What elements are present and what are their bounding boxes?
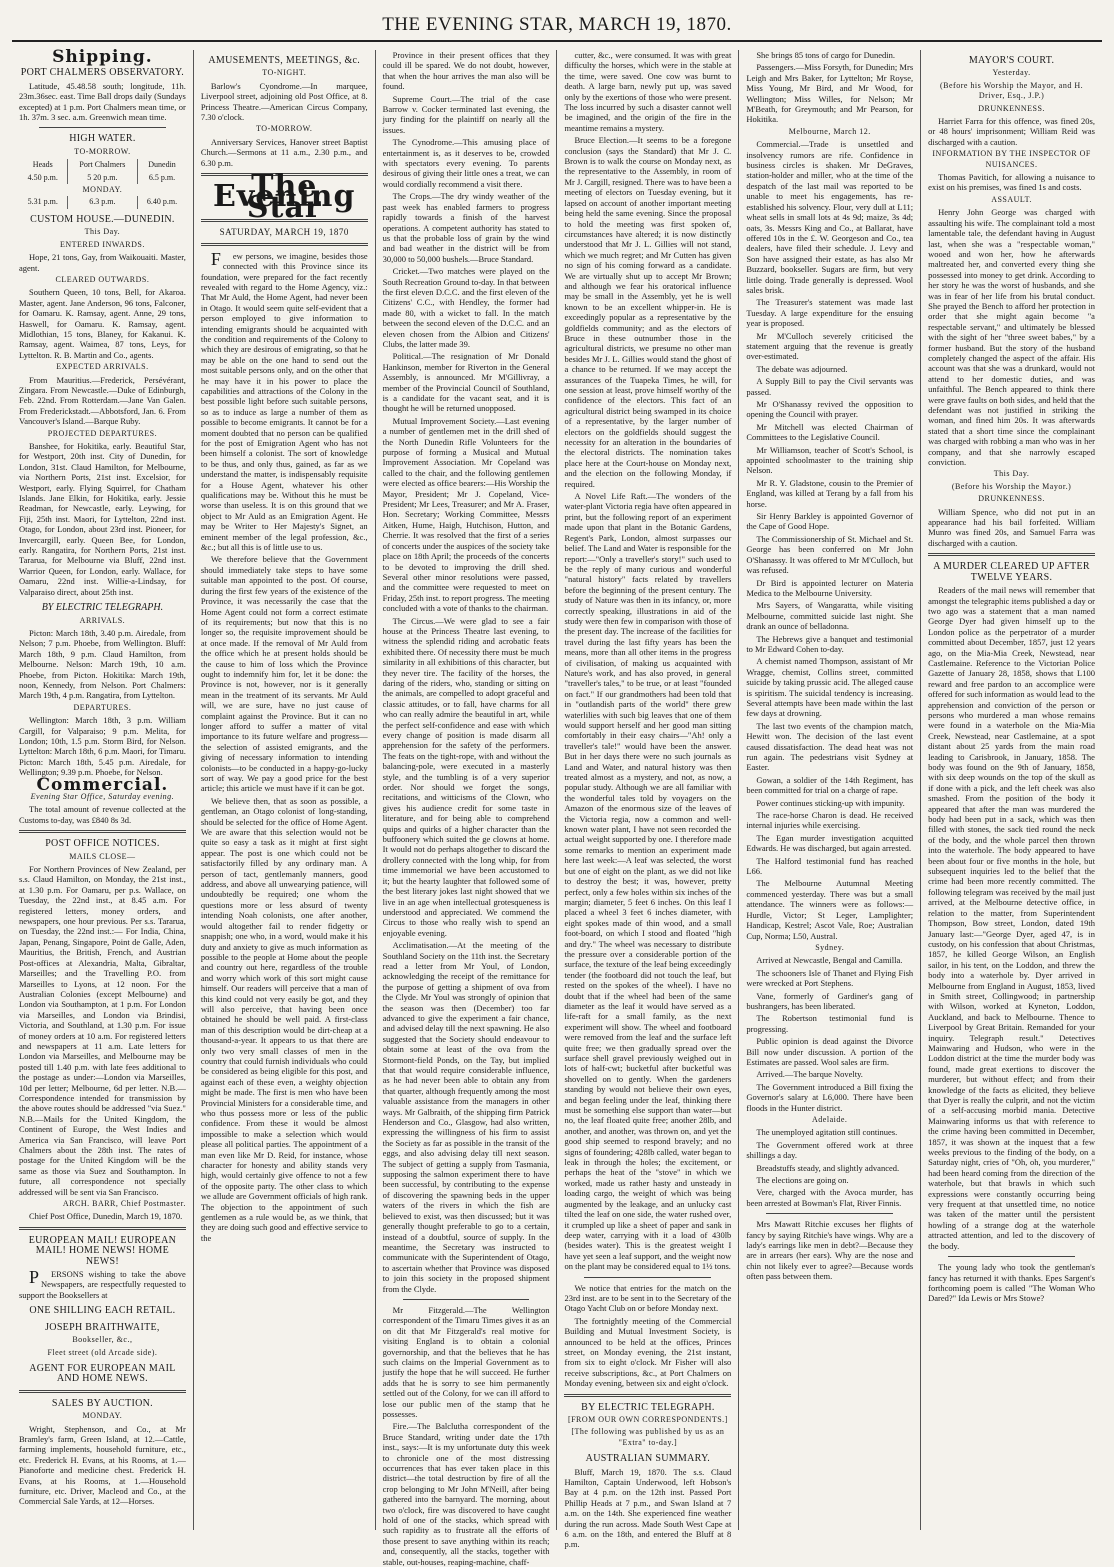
news-paragraph: Public opinion is dead against the Divorce Bill now under discussion. A portion of the Estimates are passed. Wool sales are firm. [746, 1036, 914, 1067]
entered-text: Hope, 21 tons, Gay, from Waikouaiti. Master, agent. [19, 252, 186, 273]
news-paragraph: The race-horse Charon is dead. He received internal injuries while exercising. [746, 810, 914, 831]
news-paragraph: The schooners Isle of Thanet and Flying Fish were wrecked at Port Stephens. [746, 967, 914, 989]
dateline: Sydney. [815, 942, 845, 952]
columns [12, 47, 1102, 1567]
customs-this-day: This Day. [84, 227, 121, 237]
info-text: Thomas Pavitich, for allowing a nuisance to exist on his premises, was fined 1s and costs. [928, 172, 1095, 193]
news-paragraph: Mrs Sayers, of Wangaratta, while visiting Melbourne, committed suicide last night. She drank an ounce of belladonna. [746, 600, 914, 632]
column-2 [194, 50, 376, 1530]
murder-title: A MURDER CLEARED UP AFTER TWELVE YEARS. [933, 561, 1090, 583]
news-paragraph: Mr Fitzgerald.—The Wellington correspondent of the Timaru Times gives it as an on dit that Mr Fitzgerald's real motive for visiting England is to obtain a colonial governorship, and that the believes that he has such claims on the Imperial Government as to justify the hope that he will succeed. He further adds that he is sorry to see him permanently settled out of the Colony, for we can ill afford to lose our public men of the stamp that he possesses. [382, 1304, 550, 1419]
summary-text: Bluff, March 19, 1870. The s.s. Claud Hamilton, Captain Underwood, left Hobson's Bay at 4 p.m. on the 12th inst. Passed Port Phillip Heads at 7 p.m., and Swan Island at 7 a.m. on the 14th. She experienced fine weather during the run across. Made South West Cape at 6 a.m. on the 18th, and entered the Bluff at 8 p.m. [564, 1466, 732, 1550]
drunk-text-1: Harriet Farra for this offence, was fined 20s, or 48 hours' imprisonment; William Reid was discharged with a caution. [928, 116, 1095, 147]
news-paragraph: Breadstuffs steady, and slightly advanced. [756, 1162, 900, 1173]
news-paragraph: A Supply Bill to pay the Civil servants was passed. [746, 376, 914, 397]
drunk-title-1: DRUNKENNESS. [978, 103, 1045, 113]
mail-title: EUROPEAN MAIL! EUROPEAN MAIL! HOME NEWS! HOME NEWS! [28, 1234, 177, 1267]
news-paragraph: Arrived at Newcastle, Bengal and Camilla. [756, 955, 903, 966]
court-this-day: This Day. [993, 469, 1030, 479]
commercial-office: Evening Star Office, Saturday evening. [30, 792, 175, 801]
murder-text: Readers of the mail news will remember that amongst the telegraphic items published a day or two ago was a statement that a man named George Dyer had given himself up to the London police as the perpetrator of a murder committed about December, 1857, just 12 years ago, on the Mia-Mia Creek, Newstead, near Castlemaine. Reference to the Victorian Police Gazette of January 28, 1858, shows that L100 reward and free pardon to an accomplice were offered for such information as would lead to the apprehension and conviction of the person or persons who murdered a man whose remains were found in a waterhole on the Mia-Mia Creek, Newstead, near Castlemaine, at a spot distant about 25 yards from the main road leading to Carisbrook, in January, 1858. The body was found on the 9th of January, 1858, with six deep wounds on the top of the skull as if done with a pick, and the left cheek was also smashed. From the position of the body it appeared that after the man was murdered the body had been put in a sack, which was then filled with stones, the sack tied round the neck of the body, and the whole parcel then thrown into the waterhole. The body appeared to have been about four or five months in the hole, but subsequent inquiries led to the belief that the crime had been more recently committed. The following telegram was received by the mail just arrived, at the Melbourne detective office, in relation to the matter, from Superintendent Thompson, Bow street, London, dated 19th January last:—"George Dyer, aged 47, is in custody, on his confession that about Christmas, 1857, he killed George Wilson, an English sailor, in his tent, on the Loddon, and threw the body into a waterhole by. Dyer arrived in Melbourne from England in August, 1853, lived in Smith street, Collingwood; in partnership with Wilson, worked at Kyneton, Loddon, Auckland, and back to Melbourne. Thence to Liverpool by Great Britain. Remanded for your inquiry. Telegraph result." Detectives Mainwaring and Hudson, who were in the Loddon district at the time the murder body was found, made great exertions to discover the murderer, but without effect; and from their knowledge of the facts as elicited, they believe that Dyer is really the culprit, and not the victim of a self-accusing morbid mania. Detective Mainwaring informs us that with reference to the crime having been committed in December, 1857, it was shown at the inquest that a few weeks previous to the finding of the body, on a Saturday night, cries of "Oh, oh, you murderer," had been heard coming from the direction of the waterhole, but that brawls in which such expressions were constantly occurring being very frequent at that unsettled time, no notice was taken of the matter until the persistent howling of a strange dog at the waterhole attracted attention, and led to the discovery of the body. [928, 585, 1095, 1251]
news-paragraph: Dr Bird is appointed lecturer on Materia Medica to the Melbourne University. [746, 577, 914, 598]
summary-title: AUSTRALIAN SUMMARY. [585, 1453, 711, 1465]
post-signature: ARCH. BARR, Chief Postmaster. [62, 1199, 186, 1209]
column-4 [557, 50, 739, 1550]
news-paragraph: Gowan, a soldier of the 14th Regiment, has been committed for trial on a charge of rape. [746, 774, 914, 796]
tide-monday-label: MONDAY. [82, 185, 123, 195]
tide-table [19, 159, 186, 209]
tide-col-port-chalmers: Port Chalmers [67, 159, 138, 171]
news-paragraph: The Melbourne Autumnal Meeting commenced yesterday. There was but a small attendance. The winners were as follows:—Hurdle, Victor; St Leger, Lamplighter; Handicap, Kestrel; Ascot Vale, Roe; Australian Cup, Norma; L50, Austral. [746, 878, 914, 941]
news-paragraph: The Cynodrome.—This amusing place of entertainment is, as it deserves to be, crowded with spectators every evening. To parents desirous of giving their little ones a treat, we can would cordially recommend a visit there. [382, 137, 550, 189]
editorial-paragraph: Few persons, we imagine, besides those connected with this Province since its foundation, were prepared for the fact recently revealed with regard to the Home Agency, viz.: That Mr Auld, the Home Agent, had never been in Otago. It would seem quite self-evident that a person employed to give information to intending emigrants should be acquainted with the condition and requirements of the Colony to which they are desirous of emigrating, so that he may be able on the one hand to send out the most suitable persons only, and on the other that he may have it in his power to place the capabilities and attractions of the Colony in the best possible light before such suitable persons, so as to induce as large a number of them as possible to become emigrants. It cannot be for a moment doubted that no person can be qualified for the post of Emigration Agent who has not been himself a colonist. The sort of knowledge to be thus, and only thus, gained, as far as we understand the matter, is indispensably requisite for a House Agent, whatever his other qualifications may be. Without this he must be worse than useless. It is on this ground that we object to Mr Auld as an Emigration Agent. He may be Writer to Her Majesty's Signet, an eminent member of the legal profession, &c., &c.; but all this is of little use to us. [200, 248, 368, 553]
projected-departures-title: PROJECTED DEPARTURES. [47, 428, 158, 438]
news-paragraph: The last two events of the champion match, Hewitt won. The decision of the last event caused dissatisfaction. The dead heat was not run again. The pedestrians visit Sydney at Easter. [746, 720, 914, 773]
expected-arrivals-title: EXPECTED ARRIVALS. [56, 362, 149, 372]
tide-tomorrow-label: TO-MORROW. [74, 146, 131, 156]
news-paragraph: Mr R. Y. Gladstone, cousin to the Premier of England, was killed at Terang by a fall from his horse. [746, 477, 914, 509]
commercial-title: Commercial. [36, 774, 169, 795]
court-before-1: (Before his Worship the Mayor, and H. Driver, Esq., J.P.) [939, 80, 1084, 101]
editorial-paragraph: We believe then, that as soon as possible, a gentleman, an Otago colonist of long-standing, should be selected for the office of Home Agent. We are aware that this selection would not be quite so easy a task as it might at first sight appear. The post is one which could not be satisfactorily filled by any ordinary man. A person of tact, gentlemanly manners, good address, and above all unwearying patience, will undoubtedly be required; one whom the questions more or less absurd of twenty intending Noah colonists, one after another, would altogether fail to render fidgetty or snappish; one who, in a word, would make it his duty and anxiety to give as much information as possible to the people at Home about the people and country out here, regardless of the trouble and worry which work of this sort might cause himself. Our readers will perceive that a man of this kind could not very easily be got, and they will also perceive, that having been once obtained he should be well paid. A first-class man of this description would be dirt-cheap at a thousand-a-year. It appears to us that there are only two very small classes of men in the country that could furnish individuals who could be considered as being eligible for this post, and against each of these even, a weighty objection might be made. The first is men who have been Provincial Ministers for a considerable time, and who thus possess more or less of the public confidence. From these it would be almost impossible to make a selection which would please all political parties. The appointment of a man even like Mr D. Reid, for instance, whose character for honesty and ability stands very high, would certainly give offence to not a few of the opposite party. The other class to which we allude are Government officials of high rank. The objection to the appointment of such gentlemen as a rule would be, as we think, that they are doing such good and effective service to the [200, 795, 368, 1243]
expected-text: From Mauritius.—Frederick, Persévérant, Zingara. From Newcastle.—Duke of Edinburgh, Feb. 22nd. From Rotterdam.—Jane Van Galen. From Frederickstadt.—Abbotsford, Jan. 6. From Vancouver's Island.—Barque Ruby. [19, 374, 186, 427]
tide-cell: 5 20 p.m. [67, 172, 138, 184]
footer-notes: The young lady who took the gentleman's fancy has returned it with thanks. Epes Sargent's forthcoming poem is called "The Woman Who Dared?" Ida Lewis or Mrs Stowe? [928, 1262, 1095, 1304]
news-paragraph: Commercial.—Trade is unsettled and insolvency rumors are rife. Confidence in business circles is shaken. Mr DeGraves, station-holder and miller, who at the time of the despatch of the last mail was reported to be unable to meet his engagements, has re-established his solvency. Flour, very dull at L11; wheat sells in small lots at 4s 9d; maize, 3s 4d; oats, 3s. Messrs King and Co., at Ballarat, have offered 10s in the £. W. Georgeson and Co., tea dealers, have filed their schedule. J. Levy and Son have assigned their estate, as has also Mr Buzzard, bookseller. Sugars are firm, but very little doing. Trade generally is depressed. Wool sales brisk. [746, 139, 914, 295]
news-paragraph: The Government introduced a Bill fixing the Governor's salary at L6,000. There have been floods in the Hunter district. [746, 1081, 914, 1113]
assault-title: ASSAULT. [991, 194, 1032, 204]
high-water-title: HIGH WATER. [69, 133, 136, 145]
mail-price: ONE SHILLING EACH RETAIL. [29, 1305, 176, 1317]
news-paragraph: We notice that entries for the match on the 23rd inst. are to be sent in to the Secretary of the Otago Yacht Club on or before Monday next. [564, 1282, 732, 1314]
departures-title: DEPARTURES. [73, 702, 132, 712]
shipping-title: Shipping. [52, 47, 153, 67]
amusements-text: Barlow's Cyondrome.—In marquee, Liverpool street, adjoining old Post Office, at 8. Princess Theatre.—American Circus Company, 7.30 o'clock. [200, 80, 368, 123]
editorial-paragraph: We therefore believe that the Government should immediately take steps to have some suitable man appointed to the post. Of course, during the first few years of the existence of the Province, it was necessarily the case that the Home Agent could not form a correct estimate of its requirements; but now that this is no longer so, the requisite improvement should be at once made. If the removal of Mr Auld from the office which he at present holds should be the cause to him of loss which the Province ought to indemnify him for, let it be done: the Province is not, however, nor is it generally mean in the treatment of its servants. Mr Auld will, we are sure, have no just cause of complaint against the Province. But it can no longer afford to suffer a matter of vital importance to its future welfare and progress—the selection of assisted emigrants, and the giving of necessary information to intending colonists—to be conducted in a happy-go-lucky sort of way. We pay a good price for the best article; this article we must have if it can be got. [200, 554, 368, 794]
mail-address: Fleet street (old Arcade side). [47, 1347, 158, 1357]
news-paragraph: The debate was adjourned. [756, 363, 848, 374]
cleared-text: Southern Queen, 10 tons, Bell, for Akaroa. Master, agent. Jane Anderson, 96 tons, Falconer, for Oamaru. K. Ramsay, agent. Anne, 29 tons, Haswell, for Oamaru. K. Ramsay, agent. Midlothian, 15 tons, Blaney, for Kakanui. K. Ramsay, agent. Waimea, 87 tons, Leys, for Lyttelton. R. B. Martin and Co., agents. [19, 287, 186, 360]
court-title: MAYOR'S COURT. [968, 55, 1055, 66]
news-paragraph: Bruce Election.—It seems to be a foregone conclusion (says the Standard) that Mr J. C. Brown is to walk the course on Monday next, as the representative to the Assembly, in room of Mr J. Cargill, resigned. There was to have been a meeting of electors on Tuesday evening, but it lapsed on account of another important meeting being held the same evening. Since the proposal to hold the meeting was first spoken of, circumstances have altered; it is now distinctly understood that Mr J. L. Gillies will not stand, which we much regret; and Mr Cutten has given no sign of his coming forward as a candidate. We are virtually shut up to accept Mr Brown; and although we fear his oratorical influence may be small in the Assembly, yet he is well known to be an excellent whipper-in. He is exceedingly popular as a representative by the goldfields community; and as the electors of Bruce in these outnumber those in the agricultural districts, we presume no other man besides Mr J. L. Gillies would stand the ghost of a chance to be returned. If we may accept the assurances of the Tuapeka Times, he will, for one session at least, prove himself worthy of the confidence of the electors. This fact of an agricultural district being swamped in its choice of a representative, by the larger number of electors on the goldfields should suggest the necessity for an alteration in the boundaries of the electoral districts. The nomination takes place here at the Court-house on Monday next, and the election on the following Monday, if required. [564, 135, 732, 489]
news-paragraph: cutter, &c., were consumed. It was with great difficulty the horses, which were in the stable at the time, were saved. One cow was burnt to death. A large barn, newly put up, was saved only by the exertions of those who were present. The loss incurred by such a disaster cannot well be imagined, and the origin of the fire in the meantime remains a mystery. [564, 50, 732, 133]
assault-text: Henry John George was charged with assaulting his wife. The complainant told a most lamentable tale, the defendant having in August last, when she was a "respectable woman," wooed and won her, how he afterwards maltreated her, and converted every thing she possessed into money to get drink. According to her story he was the worst of husbands, and she was in fear of her life from his brutal conduct. She prayed the Bench to afford her protection in order that she might again become "a respectable servant," and ultimately be blessed with the sight of her "three sweet babes," by a former husband. But the story of the husband completely changed the aspect of the affair. His account was that she was a drunkard, would not attend to her domestic duties, and was unfaithful. The Bench appeared to think there were grave faults on both sides, and held that the defendant was not justified in striking the woman, and fined him 20s. It was afterwards stated that a short time since the complainant was charged with robbing a man who was in her company, and that she narrowly escaped conviction. [928, 207, 1095, 468]
projected-text: Banshee, for Hokitika, early. Beautiful Star, for Westport, 20th inst. City of Dunedin, for London, 31st. Claud Hamilton, for Melbourne, via Northern Ports, 21st inst. Excelsior, for Westport, early. Flying Squirrel, for Chatham Islands. Jane Elkin, for Hokitika, early. Jessie Readman, for Newcastle, early. Leywing, for Fiji, 25th inst. Maori, for Lyttelton, 22nd inst. Otago, for London, about 23rd inst. Pioneer, for Invercargill, early. Queen Bee, for London, early. Rangatira, for Northern Ports, 21st inst. Tararua, for Melbourne via Bluff, 22nd inst. Warrior Queen, for London, early. Wallace, for Oamaru, 22nd inst. Willie-a-Lindsay, for Valparaiso direct, about 25th inst. [19, 441, 186, 597]
news-paragraph: Mr Williamson, teacher of Scott's School, is appointed schoolmaster to the training ship Nelson. [746, 444, 914, 476]
masthead: THE EVENING STAR, MARCH 19, 1870. [12, 14, 1102, 42]
news-paragraph: Mutual Improvement Society.—Last evening a number of gentlemen met in the drill shed of the North Dunedin Rifle Volunteers for the purpose of forming a Musical and Mutual Improvement Association. Mr Copeland was called to the chair, and the following gentlemen were elected as office bearers:—His Worship the Mayor, President; Mr J. Copeland, Vice-President; Mr Lees, Treasurer; and Mr A. Fraser, Hon. Secretary; Working Committee, Messrs Aitken, Hume, Haigh, Hutchison, Hutton, and Cherrie. It was resolved that the first of a series of concerts under the auspices of the society take place on 18th April; the proceeds of the concerts to be devoted to improving the drill shed. Several other minor resolutions were passed, and the committee were requested to meet on Friday, 25th inst. to report progress. The meeting concluded with a vote of thanks to the chairman. [382, 415, 550, 614]
news-paragraph: Passengers.—Miss Forsyth, for Dunedin; Mrs Leigh and Mrs Baker, for Lyttelton; Mr Royse, Miss Young, Mr Bird, and Mr Wood, for Wellington; Miss Willes, for Nelson; Mr M'Beath, for Greymouth; and Mr Pearson, for Hokitika. [746, 62, 914, 125]
tide-cell: 5.31 p.m. [19, 196, 67, 208]
news-paragraph: The fortnightly meeting of the Commercial Building and Mutual Investment Society, is announced to be held at the offices, Princes street, on Monday evening, the 21st instant, from six to eight o'clock. Mr Fisher will also receive subscriptions, &c., at Port Chalmers on Monday evening, between six and eight o'clock. [564, 1315, 732, 1389]
entered-inwards-title: ENTERED INWARDS. [59, 239, 145, 249]
sales-title: SALES BY AUCTION. [51, 1397, 153, 1409]
court-before-2: (Before his Worship the Mayor.) [951, 481, 1072, 491]
tomorrow-text: Anniversary Services, Hanover street Baptist Church.—Sermons at 11 a.m., 2.30 p.m., and 6.30 p.m. [200, 136, 368, 168]
post-footer: Chief Post Office, Dunedin, March 19, 1870. [29, 1211, 183, 1222]
news-paragraph: Vere, charged with the Avoca murder, has been arrested at Bowman's Flat, River Finnis. [746, 1187, 914, 1208]
news-paragraph: Political.—The resignation of Mr Donald Hankinson, member for Riverton in the General Assembly, is announced. Mr M'Gillivray, a member of the Provincial Council of Southland, is a candidate for the vacant seat, and it is thought he will be returned unopposed. [382, 351, 550, 414]
column-6 [921, 50, 1102, 1530]
cleared-outwards-title: CLEARED OUTWARDS. [55, 274, 150, 284]
news-paragraph: The Hebrews give a banquet and testimonial to Mr Edward Cohen to-day. [746, 633, 914, 654]
drunk-text-2: William Spence, who did not put in an appearance had his bail forfeited. William Munro was fined 20s, and Samuel Farra was discharged with a caution. [928, 506, 1095, 548]
news-paragraph: Arrived.—The barque Novelty. [756, 1069, 863, 1080]
mail-agent: AGENT FOR EUROPEAN MAIL AND HOME NEWS. [29, 1362, 176, 1385]
mail-role: Bookseller, &c., [72, 1335, 133, 1345]
tide-cell: 6.5 p.m. [148, 172, 176, 182]
telegraph-sub: [FROM OUR OWN CORRESPONDENTS.] [567, 1415, 728, 1424]
customs-title: CUSTOM HOUSE.—DUNEDIN. [30, 213, 175, 225]
sales-text: Wright, Stephenson, and Co., at Mr Bramley's farm, Green Island, at 12.—Cattle, farming implements, household furniture, etc., etc. Frederick H. Evans, at his Rooms, at 1.—Pianoforte and medicine chest. Frederick H. Evans, at his Rooms, at 1.—Household furniture, etc. Driver, Macleod and Co., at the Commercial Sale Yards, at 12—Horses. [19, 1423, 186, 1507]
amusements-tonight: TO-NIGHT. [262, 68, 307, 78]
news-paragraph: Acclimatisation.—At the meeting of the Southland Society on the 11th inst. the Secretary read a letter from Mr Youl, of London, acknowledging the receipt of the remittance for the purpose of getting a shipment of ova from the Clyde. Mr Youl was strongly of opinion that the season was then (December) too far advanced to give the experiment a fair chance, and advised delay till the next spawning. He also suggested that the Society should endeavour to obtain some at least of the ova from the Stormont-field Ponds, on the Tay, but implied that that would require considerable influence, as he had never been able to obtain any from that quarter, although frequently among the most valuable assistance from the managers in other ways. Mr Galbraith, of the shipping firm Patrick Henderson and Co., Glasgow, had also written, expressing the willingness of his firm to assist the Society as far as possible in the transit of the eggs, and also advising delay till next season. The subject of getting a supply from Tasmania, supposing the salmon experiment there to have been successful, by contributing to the expense of discovering the spawning beds in the upper waters of the rivers in which the fish are believed to exist, was then discussed; but it was generally thought preferable to go to a certain, instead of a doubtful, source of supply. In the meantime, the Secretary was instructed to communicate with the Superintendent of Otago, to ascertain whether that Province was disposed to join this society in the proposed shipment from the Clyde. [382, 940, 550, 1294]
news-paragraph: The Crops.—The dry windy weather of the past week has enabled farmers to progress rapidly towards a finish of the harvest operations. A competent authority has stated to us that the probable loss of grain by the wind and bad weather in the district will be from 30,000 to 50,000 bushels.—Bruce Standard. [382, 191, 550, 264]
paper-title: The Evening Star [213, 169, 356, 225]
column-1 [12, 47, 194, 1530]
tide-cell: 6.3 p.m. [67, 196, 138, 208]
news-paragraph: The Egan murder investigation acquitted Edwards. He was discharged, but again arrested. [746, 832, 914, 854]
news-paragraph: Mr M'Culloch severely criticised the statement arguing that the revenue is greatly over-estimated. [746, 330, 914, 362]
telegraph-title-2: BY ELECTRIC TELEGRAPH. [581, 1401, 715, 1413]
news-paragraph: A Novel Life Raft.—The wonders of the water-plant Victoria regia have often appeared in print, but the following report of an experiment made upon that plant in the Botanic Gardens, Regent's Park, London, almost surpasses our belief. The Land and Water is responsible for the report:—"Only a traveller's story!" such used to be the reply of many curious and wonderful "natural history" facts related by travellers before the beginning of the present century. The study of Nature was then in its infancy, or, more correctly speaking, illustrations in aid of the study were then few in comparison with those of the present day. The increase of the facilities for travel during the last fifty years has been the means, more than all other items in the progress of civilisation, of making us acquainted with Nature's work, and has also proved, in general "traveller's tales," to be true, or at least "founded on fact." If our grandmothers had been told that in "outlandish parts of the world" there grew waterlilies with such big leaves that one of them would support herself and her good man sitting comfortably in their easy chairs—"Ah! only a traveller's tale!" would have been the answer. But in her days there were no such journals as Land and Water, and natural history was then treated almost as a mystery, and not, as now, a popular study. Although we are all familiar with the wonderful tales told by voyagers on the Amazon of the enormous size of the leaves of the Victoria regia, now a common and well-known water plant, I have not seen recorded the actual weight supported by one. I therefore made some remarks to mention an experiment made here last week:—A leaf was selected, the worst but one of eight on the plant, as we did not like to destroy the best; it was, however, pretty perfect, only a few holes within six inches of the margin; diameter, 5 feet 6 inches. On this leaf I placed a wheel 3 feet 6 inches diameter, with eight spokes made of thin wood, and a small foot-board, on which I stood and floated "high and dry." The wheel was necessary to distribute the pressure over a considerable portion of the surface, the texture of the leaf being exceedingly tender (the footboard did not touch the leaf, but rested on the spokes of the wheel). I have no doubt that if the wheel had been of the same diameter as the leaf it would have served as a life-raft for a small family, as the next experiment will show. The wheel and footboard were removed from the leaf and the surface left quite free; we then gradually spread over the surface shell gravel previously weighed out in lots of half-cwt; bucketful after bucketful was shovelled on to gently. When the gardeners standing by would not believe their own eyes, and began feeling under the leaf, thinking there must be something else support than water—but no, the leaf floated quite free; another 28lb, and another, and another, was thrown on, and yet the good ship seemed to respond bravely; and no signs of foundering; 428lb called, water began to leak in through the holes; the excitement, or perhaps the heat of the "stove" in which we worked, made us rather hasty and unsteady in loading cargo, the weight of which was being augmented by the leakage, and an unlucky cast tilted the leaf on one side, the water rushed over, it crumpled up like a sheet of paper and sank in deep water, carrying with it a load of 430lb (besides water). This is the greatest weight I have yet seen a leaf support, and the weight now on the plant may be considered equal to 1½ tons. [564, 491, 732, 1272]
amusements-tomorrow: TO-MORROW. [256, 124, 313, 134]
news-paragraph: She brings 85 tons of cargo for Dunedin. [756, 50, 895, 60]
tide-col-dunedin: Dunedin [148, 160, 176, 170]
amusements-title: AMUSEMENTS, MEETINGS, &c. [208, 55, 361, 66]
news-paragraph: The Commissionership of St. Michael and St. George has been conferred on Mr John O'Shanassy. It was offered to Mr M'Culloch, but was refused. [746, 533, 914, 576]
news-paragraph: Mr O'Shanassy revived the opposition to opening the Council with prayer. [746, 399, 914, 420]
footer-notes: Mrs Mawatt Ritchie excuses her flights of fancy by saying Ritchie's have wings. Why are a lady's earrings like men in debt?—Because they are in arrears (her ears). Why are the nose and chin not likely ever to agree?—Because words often pass between them. [746, 1219, 914, 1282]
news-paragraph: The Robertson testimonial fund is progressing. [746, 1013, 914, 1034]
news-paragraph: Supreme Court.—The trial of the case Barrow v. Cocker terminated last evening, the jury finding for the plaintiff on nearly all the issues. [382, 93, 550, 135]
telegraph-title: BY ELECTRIC TELEGRAPH. [41, 602, 164, 614]
news-paragraph: Province in their present offices that they could ill be spared. We do not doubt, however, that when the hour arrives the man also will be found. [382, 50, 550, 92]
news-paragraph: Vane, formerly of Gardiner's gang of bushrangers, has been liberated. [746, 990, 914, 1011]
news-paragraph: The Halford testimonial fund has reached L66. [746, 855, 914, 877]
dateline: Melbourne, March 12. [788, 126, 871, 136]
tide-cell: 4.50 p.m. [19, 172, 67, 184]
column-5 [739, 50, 921, 1530]
news-paragraph: Cricket.—Two matches were played on the South Recreation Ground to-day. In that between the first eleven D.C.C. and the first eleven of the Citizens' C.C., with Hendley, the former had made 80, with a wicket to fall. In the match between the second eleven of the D.C.C. and an eleven chosen from the Albion and Citizens' Clubs, the latter made 39. [382, 266, 550, 349]
commercial-text: The total amount of revenue collected at the Customs to-day, was £840 8s 3d. [19, 804, 186, 825]
drunk-title-2: DRUNKENNESS. [978, 494, 1045, 504]
mails-close: MAILS CLOSE— [69, 851, 136, 861]
news-paragraph: The unemployed agitation still continues. [756, 1127, 898, 1138]
tide-cell: 6.40 p.m. [146, 197, 178, 207]
departures-text: Wellington: March 18th, 3 p.m. William Cargill, for Valparaiso; 9 p.m. Melita, for London; 10th, 1.5 p.m. Storm Bird, for Nelson. Lyttelton: March 18th, 6 p.m. Maori, for Timaru. Picton: March 18th, 5.45 p.m. Airedale, for Wellington; 9.39 p.m. Phoebe, for Nelson. [19, 715, 186, 778]
mail-name: JOSEPH BRAITHWAITE, [45, 1321, 160, 1333]
news-paragraph: The Circus.—We were glad to see a fair house at the Princess Theatre last evening, to witness the splendid riding and acrobatic feats exhibited there. Of necessity there must be much similarity in all exhibitions of this character, but they never tire. The facility of the horses, the daring of the riders, who, standing or sitting on the animals, are compelled to adopt graceful and classic attitudes, or to fall, have charms for all who can really admire the beautiful in art, while the perfect self-confidence and ease with which every change of position is made disarm all apprehension for the safety of the performers. The feats on the tight-rope, with and without the balancing-pole, were executed in a masterly style, and the tumbling is of a very superior order. Nor should we forget the songs, recitations, and witticisms of the Clown, who gives his audience credit for some taste in literature, and for being able to comprehend quips and quirks of a higher character than the buffoonery which suited the ge clowns at home. It would not do perhaps altogether to discard the drollery connected with the long whip, for from time immemorial we have been accustomed to it; but the hearty laughter that followed some of the best literary jokes last night showed that we live in an age when intellectual grotesqueness is understood and appreciated. We commend the Circus to those who really wish to spend an enjoyable evening. [382, 615, 550, 938]
arrivals-text: Picton: March 18th, 3.40 p.m. Airedale, from Nelson; 7 p.m. Phoebe, from Wellington. Bluff: March 18th, 9 p.m. Claud Hamilton, from Melbourne. Nelson: March 19th, 10 a.m. Phoebe, from Picton. Hokitika: March 19th, noon, Kennedy, from Nelson. Port Chalmers: March 19th, 4 p.m. Rangatira, from Lyttelton. [19, 627, 186, 701]
observatory-text: Latitude, 45.48.58 south; longitude, 11h. 23m.36sec. east. Time Ball drops daily (Sundays excepted) at 1 p.m. Port Chalmers mean time, or 1h. 37m. 3 sec. a.m. Greenwich mean time. [19, 80, 186, 123]
sales-monday: MONDAY. [82, 1411, 123, 1421]
news-paragraph: The elections are going on. [756, 1175, 849, 1186]
news-paragraph: The Government offered work at three shillings a day. [746, 1139, 914, 1161]
post-text: For Northern Provinces of New Zealand, per s.s. Claud Hamilton, on Monday, the 21st inst., at 1.30 p.m. For Oamaru, per p.s. Wallace, on Tuesday, the 22nd inst., at 8.45 a.m. For registered letters, money orders, and newspapers, one hour previous. Per s.s. Tararua, on Tuesday, the 22nd inst.:— For India, China, Japan, Penang, Singapore, Point de Galle, Aden, Mauritius, the British, French, and Austrian Post-offices at Alexandria, Malta, Gibraltar, Marseilles; and the Travelling P.O. from Marseilles to Lyons, at 12 noon. For the Australian Colonies (except Melbourne) and London via Southampton, at 1 p.m. For London via Marseilles, and London via Brindisi, Victoria, and Southland, at 1.30 p.m. For issue of money orders at 10 a.m. For registered letters and newspapers at 11 a.m. Late letters for London via Marseilles, and Melbourne may be posted till 1.40 p.m. with late fees additional to the postage as under:—London via Marseilles, 10d per letter; Melbourne, 6d per letter. N.B.—Correspondence intended for transmission by the above routes should be addressed "via Suez." N.B.—Mails for the United Kingdom, the Continent of Europe, the West Indies and America via San Francisco, will leave Port Chalmers about the 28th inst. The rates of postage for the United Kingdom will be the same as those via Suez and Southampton. In future, all correspondence not specially addressed will be sent via San Francisco. [19, 864, 186, 1197]
news-paragraph: A chemist named Thompson, assistant of Mr Wragge, chemist, Collins street, committed suicide by taking prussic acid. The alleged cause is spiritism. The suicidal tendency is increasing. Several attempts have been made within the last few days at drowning. [746, 656, 914, 719]
news-paragraph: The Treasurer's statement was made last Tuesday. A large expenditure for the ensuing year is proposed. [746, 297, 914, 329]
news-paragraph: Sir Henry Barkley is appointed Governor of the Cape of Good Hope. [746, 511, 914, 532]
court-yesterday: Yesterday. [992, 68, 1031, 78]
news-paragraph: Mr Mitchell was elected Chairman of Committees to the Legislative Council. [746, 421, 914, 443]
mail-text: PERSONS wishing to take the above Newspapers, are respectfully requested to support the Booksellers at [19, 1267, 186, 1300]
arrivals-title: ARRIVALS. [79, 615, 126, 625]
news-paragraph: Power continues sticking-up with impunity. [756, 797, 905, 808]
date-line: SATURDAY, MARCH 19, 1870 [219, 227, 349, 238]
info-title: INFORMATION BY THE INSPECTOR OF NUISANCES. [932, 149, 1091, 169]
telegraph-note: [The following was published by us as an "Extra" to-day.] [571, 1427, 725, 1447]
news-paragraph: Fire.—The Balclutha correspondent of the Bruce Standard, writing under date the 17th inst., says:—It is my unfortunate duty this week to chronicle one of the most distressing occurrences that has ever taken place in this district—the total destruction by fire of all the crop belonging to Mr John M'Neill, after being gathered into the barnyard. The morning, about two o'clock, fire was discovered to have caught hold of one of the stacks, which spread with such rapidity as to frustrate all the efforts of those present to save anything within its reach; and, consequently, all the stacks, together with stable, out-houses, reaping-machine, chaff- [382, 1421, 550, 1567]
dateline: Adelaide. [812, 1115, 848, 1124]
column-3 [376, 50, 558, 1567]
post-title: POST OFFICE NOTICES. [45, 838, 160, 850]
observatory-title: PORT CHALMERS OBSERVATORY. [20, 67, 185, 79]
tide-col-heads: Heads [19, 159, 67, 171]
